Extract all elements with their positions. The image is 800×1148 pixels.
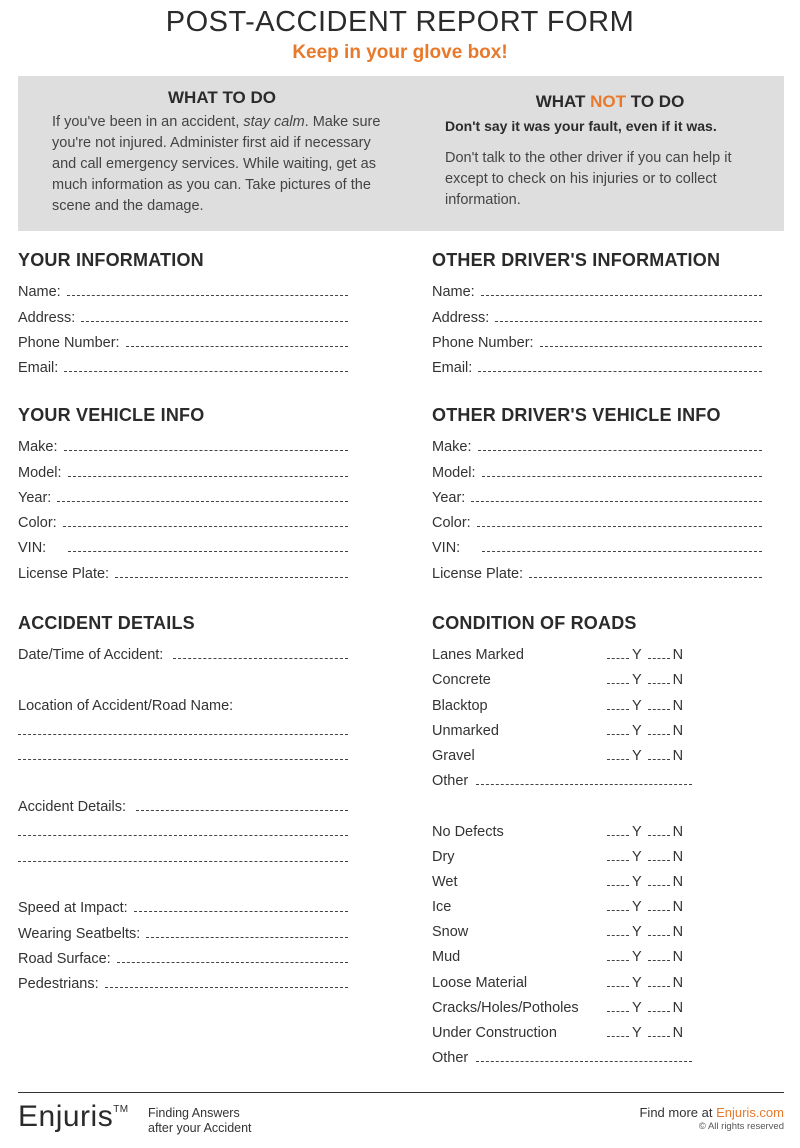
what-not-to-do-bold: Don't say it was your fault, even if it was. xyxy=(445,118,717,134)
location-line-2[interactable] xyxy=(18,739,348,764)
yes-no-choice xyxy=(607,924,689,940)
yes-blank[interactable] xyxy=(607,658,629,659)
no-label: N xyxy=(672,873,684,890)
yes-label: Y xyxy=(632,672,642,689)
seatbelts-field[interactable] xyxy=(18,916,348,941)
heading-part-b: TO DO xyxy=(626,92,685,111)
no-label: N xyxy=(672,974,684,991)
details-field[interactable] xyxy=(18,790,348,815)
what-to-do-heading: WHAT TO DO xyxy=(168,88,276,107)
no-blank[interactable] xyxy=(648,1011,670,1012)
road-condition-label: No Defects xyxy=(432,823,504,840)
your-vin-field[interactable] xyxy=(18,531,348,556)
yes-label: Y xyxy=(632,647,642,664)
fill-line[interactable] xyxy=(482,550,762,552)
road-condition-row xyxy=(432,688,692,713)
pedestrians-field[interactable] xyxy=(18,967,348,992)
yes-blank[interactable] xyxy=(607,986,629,987)
location-label-row xyxy=(18,689,348,714)
your-vehicle-section xyxy=(18,405,348,582)
fill-line[interactable] xyxy=(136,809,348,811)
other-road-field-1[interactable] xyxy=(432,764,692,789)
yes-blank[interactable] xyxy=(607,835,629,836)
fill-line[interactable] xyxy=(18,734,348,735)
yes-label: Y xyxy=(632,873,642,890)
heading-not-word: NOT xyxy=(590,92,627,111)
field-label: Other xyxy=(432,1050,469,1067)
what-to-do-text-b: . Make sure you're not injured. Administer first aid if necessary and call emergency services. While waiting, get as much information as you can. Take pictures of the scene and the damage. xyxy=(52,114,381,214)
yes-no-choice xyxy=(607,949,689,965)
yes-blank[interactable] xyxy=(607,860,629,861)
tagline-line-1: Finding Answers xyxy=(148,1106,240,1120)
field-label: Color: xyxy=(18,515,57,532)
tagline xyxy=(148,1106,252,1136)
form-title: POST-ACCIDENT REPORT FORM xyxy=(165,6,635,38)
yes-blank[interactable] xyxy=(607,885,629,886)
what-to-do-text xyxy=(52,112,392,217)
no-blank[interactable] xyxy=(648,709,670,710)
yes-label: Y xyxy=(632,924,642,941)
yes-no-choice xyxy=(607,723,689,739)
field-label: License Plate: xyxy=(18,565,110,582)
no-blank[interactable] xyxy=(648,885,670,886)
no-blank[interactable] xyxy=(648,986,670,987)
no-label: N xyxy=(672,647,684,664)
accident-details-section xyxy=(18,613,348,992)
field-label: Location of Accident/Road Name: xyxy=(18,697,234,714)
field-label: License Plate: xyxy=(432,565,524,582)
fill-line[interactable] xyxy=(126,345,348,347)
fill-line[interactable] xyxy=(477,525,762,527)
fill-line[interactable] xyxy=(64,449,349,451)
spacer xyxy=(432,789,732,814)
fill-line[interactable] xyxy=(18,759,348,760)
field-label: Make: xyxy=(18,439,58,456)
fill-line[interactable] xyxy=(471,500,762,502)
road-condition-label: Cracks/Holes/Potholes xyxy=(432,999,579,1016)
no-blank[interactable] xyxy=(648,683,670,684)
your-make-field[interactable] xyxy=(18,430,348,455)
your-email-field[interactable] xyxy=(18,351,348,376)
trademark: TM xyxy=(113,1104,129,1115)
fill-line[interactable] xyxy=(529,576,762,578)
field-label: Speed at Impact: xyxy=(18,900,128,917)
field-label: Model: xyxy=(432,464,476,481)
fill-line[interactable] xyxy=(478,370,762,372)
your-information-section xyxy=(18,250,348,376)
road-conditions-group-1 xyxy=(432,638,732,764)
field-label: Pedestrians: xyxy=(18,976,99,993)
field-label: Road Surface: xyxy=(18,950,111,967)
field-label: Year: xyxy=(18,489,52,506)
other-color-field[interactable] xyxy=(432,506,762,531)
field-label: Phone Number: xyxy=(432,334,534,351)
fill-line[interactable] xyxy=(63,525,348,527)
no-blank[interactable] xyxy=(648,935,670,936)
fill-line[interactable] xyxy=(482,475,762,477)
fill-line[interactable] xyxy=(481,294,762,296)
field-label: VIN: xyxy=(18,540,47,557)
heading-part-a: WHAT xyxy=(535,92,591,111)
footer-divider xyxy=(18,1092,784,1093)
other-road-field-2[interactable] xyxy=(432,1041,692,1066)
other-model-field[interactable] xyxy=(432,455,762,480)
field-label: Name: xyxy=(432,284,475,301)
no-label: N xyxy=(672,672,684,689)
no-blank[interactable] xyxy=(648,734,670,735)
field-label: Accident Details: xyxy=(18,799,126,816)
yes-no-choice xyxy=(607,672,689,688)
no-label: N xyxy=(672,1025,684,1041)
yes-blank[interactable] xyxy=(607,1011,629,1012)
other-vehicle-section xyxy=(432,405,762,582)
road-condition-row xyxy=(432,638,692,663)
fill-line[interactable] xyxy=(18,835,348,836)
road-conditions-section xyxy=(432,613,732,1066)
fill-line[interactable] xyxy=(68,550,348,552)
field-label: Wearing Seatbelts: xyxy=(18,925,141,942)
yes-label: Y xyxy=(632,974,642,991)
road-condition-label: Loose Material xyxy=(432,974,528,991)
your-model-field[interactable] xyxy=(18,455,348,480)
other-vehicle-heading: OTHER DRIVER'S VEHICLE INFO xyxy=(432,405,721,425)
road-condition-label: Wet xyxy=(432,873,458,890)
road-condition-row xyxy=(432,739,692,764)
fill-line[interactable] xyxy=(67,294,348,296)
road-condition-label: Lanes Marked xyxy=(432,647,524,664)
yes-no-choice xyxy=(607,975,689,991)
road-conditions-heading: CONDITION OF ROADS xyxy=(432,613,637,633)
road-conditions-group-2 xyxy=(432,814,732,1041)
road-condition-row xyxy=(432,1016,692,1041)
other-phone-field[interactable] xyxy=(432,326,762,351)
no-blank[interactable] xyxy=(648,759,670,760)
spacer xyxy=(18,866,348,891)
yes-no-choice xyxy=(607,647,689,663)
yes-no-choice xyxy=(607,698,689,714)
yes-label: Y xyxy=(632,949,642,966)
your-vehicle-heading: YOUR VEHICLE INFO xyxy=(18,405,205,425)
no-label: N xyxy=(672,722,684,739)
road-condition-label: Unmarked xyxy=(432,722,499,739)
field-label: Make: xyxy=(432,439,472,456)
no-label: N xyxy=(672,697,684,714)
field-label: Year: xyxy=(432,489,466,506)
field-label: Color: xyxy=(432,515,471,532)
what-to-do-text-a: If you've been in an accident, xyxy=(52,114,244,130)
fill-line[interactable] xyxy=(57,500,348,502)
field-label: Address: xyxy=(432,309,490,326)
yes-blank[interactable] xyxy=(607,683,629,684)
no-blank[interactable] xyxy=(648,1036,670,1037)
road-condition-row xyxy=(432,865,692,890)
field-label: Other xyxy=(432,773,469,790)
yes-blank[interactable] xyxy=(607,709,629,710)
yes-blank[interactable] xyxy=(607,759,629,760)
other-address-field[interactable] xyxy=(432,300,762,325)
yes-label: Y xyxy=(632,899,642,916)
road-condition-row xyxy=(432,814,692,839)
field-label: Email: xyxy=(432,360,473,377)
site-link[interactable]: Enjuris.com xyxy=(716,1105,784,1120)
road-condition-label: Gravel xyxy=(432,747,475,764)
other-year-field[interactable] xyxy=(432,481,762,506)
yes-blank[interactable] xyxy=(607,734,629,735)
no-blank[interactable] xyxy=(648,860,670,861)
enjuris-logo xyxy=(18,1100,129,1134)
road-condition-row xyxy=(432,965,692,990)
no-label: N xyxy=(672,747,684,764)
road-condition-label: Under Construction xyxy=(432,1025,557,1041)
fill-line[interactable] xyxy=(173,657,348,659)
other-vin-field[interactable] xyxy=(432,531,762,556)
road-condition-row xyxy=(432,991,692,1016)
yes-no-choice xyxy=(607,748,689,764)
road-condition-row xyxy=(432,940,692,965)
other-name-field[interactable] xyxy=(432,275,762,300)
other-driver-information-section xyxy=(432,250,762,376)
your-information-heading: YOUR INFORMATION xyxy=(18,250,204,270)
field-label: Email: xyxy=(18,360,59,377)
field-label: Phone Number: xyxy=(18,334,120,351)
no-label: N xyxy=(672,999,684,1016)
fill-line[interactable] xyxy=(68,475,348,477)
logo-text: Enjuris xyxy=(18,1100,114,1133)
accident-details-heading: ACCIDENT DETAILS xyxy=(18,613,195,633)
yes-no-choice xyxy=(607,824,689,840)
field-label: Name: xyxy=(18,284,61,301)
no-label: N xyxy=(672,949,684,966)
yes-no-choice xyxy=(607,1000,689,1016)
fill-line[interactable] xyxy=(81,320,348,322)
road-condition-row xyxy=(432,663,692,688)
road-condition-label: Mud xyxy=(432,949,461,966)
yes-no-choice xyxy=(607,874,689,890)
road-condition-row xyxy=(432,714,692,739)
find-more-text xyxy=(639,1105,784,1120)
your-year-field[interactable] xyxy=(18,481,348,506)
fill-line[interactable] xyxy=(478,449,763,451)
your-color-field[interactable] xyxy=(18,506,348,531)
yes-label: Y xyxy=(632,999,642,1016)
yes-no-choice xyxy=(607,899,689,915)
yes-blank[interactable] xyxy=(607,935,629,936)
yes-blank[interactable] xyxy=(607,960,629,961)
yes-label: Y xyxy=(632,697,642,714)
no-blank[interactable] xyxy=(648,835,670,836)
rights-text: © All rights reserved xyxy=(698,1121,784,1132)
no-blank[interactable] xyxy=(648,658,670,659)
field-label: Date/Time of Accident: xyxy=(18,647,164,664)
fill-line[interactable] xyxy=(105,986,348,988)
fill-line[interactable] xyxy=(64,370,348,372)
field-label: VIN: xyxy=(432,540,461,557)
yes-no-choice xyxy=(607,1025,689,1041)
location-line-1[interactable] xyxy=(18,714,348,739)
fill-line[interactable] xyxy=(115,576,348,578)
other-driver-information-heading: OTHER DRIVER'S INFORMATION xyxy=(432,250,721,270)
yes-label: Y xyxy=(632,848,642,865)
road-condition-row xyxy=(432,915,692,940)
field-label: Address: xyxy=(18,309,76,326)
datetime-field[interactable] xyxy=(18,638,348,663)
details-line-2[interactable] xyxy=(18,840,348,865)
yes-label: Y xyxy=(632,722,642,739)
other-email-field[interactable] xyxy=(432,351,762,376)
no-blank[interactable] xyxy=(648,910,670,911)
what-not-to-do-text: Don't talk to the other driver if you can help it except to check on his injuries or to collect information. xyxy=(445,150,732,208)
what-to-do-emphasis: stay calm xyxy=(243,114,305,130)
fill-line[interactable] xyxy=(134,910,348,912)
fill-line[interactable] xyxy=(540,345,762,347)
yes-label: Y xyxy=(632,747,642,764)
spacer xyxy=(18,663,348,688)
road-condition-label: Dry xyxy=(432,848,455,865)
what-not-to-do-heading xyxy=(445,92,775,112)
yes-label: Y xyxy=(632,823,642,840)
road-condition-label: Snow xyxy=(432,924,469,941)
find-more-label: Find more at xyxy=(639,1105,717,1120)
field-label: Model: xyxy=(18,464,62,481)
yes-blank[interactable] xyxy=(607,1036,629,1037)
other-license-plate-field[interactable] xyxy=(432,556,762,581)
your-name-field[interactable] xyxy=(18,275,348,300)
details-line-1[interactable] xyxy=(18,815,348,840)
your-address-field[interactable] xyxy=(18,300,348,325)
fill-line[interactable] xyxy=(476,784,692,785)
no-blank[interactable] xyxy=(648,960,670,961)
fill-line[interactable] xyxy=(146,936,348,938)
road-condition-label: Concrete xyxy=(432,672,491,689)
no-label: N xyxy=(672,823,684,840)
speed-field[interactable] xyxy=(18,891,348,916)
no-label: N xyxy=(672,899,684,916)
road-condition-row xyxy=(432,840,692,865)
fill-line[interactable] xyxy=(18,861,348,862)
spacer xyxy=(18,764,348,789)
what-not-to-do-block xyxy=(445,92,775,211)
yes-label: Y xyxy=(632,1025,642,1041)
no-label: N xyxy=(672,924,684,941)
your-license-plate-field[interactable] xyxy=(18,556,348,581)
fill-line[interactable] xyxy=(495,320,762,322)
what-to-do-block xyxy=(52,88,392,217)
yes-blank[interactable] xyxy=(607,910,629,911)
your-phone-field[interactable] xyxy=(18,326,348,351)
fill-line[interactable] xyxy=(117,961,348,963)
form-subtitle: Keep in your glove box! xyxy=(292,42,508,63)
road-condition-label: Blacktop xyxy=(432,697,488,714)
no-label: N xyxy=(672,848,684,865)
yes-no-choice xyxy=(607,849,689,865)
other-make-field[interactable] xyxy=(432,430,762,455)
fill-line[interactable] xyxy=(476,1061,692,1062)
road-condition-label: Ice xyxy=(432,899,452,916)
tagline-line-2: after your Accident xyxy=(148,1121,252,1135)
road-condition-row xyxy=(432,890,692,915)
surface-field[interactable] xyxy=(18,942,348,967)
